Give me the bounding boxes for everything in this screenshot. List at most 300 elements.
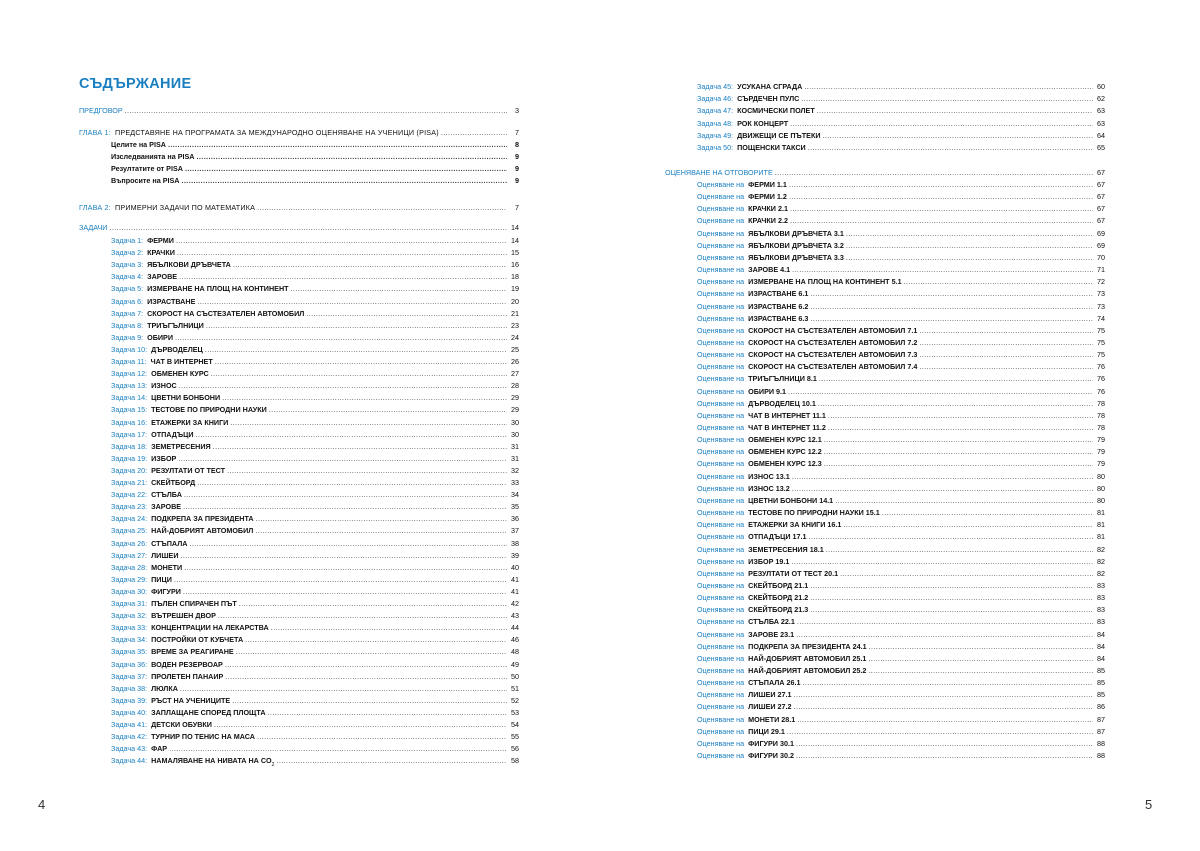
toc-entry[interactable]: Задача 44: НАМАЛЯВАНЕ НА НИВАТА НА CO 2 ..... 58 — [79, 754, 519, 765]
toc-entry[interactable] — [665, 385, 1105, 396]
toc-entry[interactable] — [665, 397, 1105, 408]
toc-entry[interactable] — [665, 470, 1105, 481]
dot-leader — [791, 557, 1093, 566]
toc-entry-text: ЦВЕТНИ БОНБОНИ 14.1 — [748, 495, 834, 505]
dot-leader — [802, 678, 1093, 687]
toc-entry-page: 82 — [1097, 544, 1105, 554]
toc-entry[interactable] — [79, 258, 519, 269]
toc-entry-label: Задача 45: — [697, 82, 734, 91]
toc-entry[interactable] — [79, 549, 519, 560]
dot-leader — [794, 690, 1093, 699]
toc-entry[interactable] — [79, 561, 519, 572]
toc-entry-label: Задача 34: — [111, 635, 148, 645]
dot-leader — [175, 333, 507, 342]
toc-entry-page: 43 — [511, 611, 519, 621]
toc-entry-page: 54 — [511, 720, 519, 729]
toc-entry-page: 88 — [1097, 738, 1105, 748]
toc-entry[interactable] — [79, 452, 519, 463]
toc-entry[interactable] — [79, 645, 519, 656]
dot-leader — [919, 350, 1093, 359]
dot-leader — [817, 106, 1093, 115]
toc-entry[interactable] — [79, 512, 519, 523]
toc-entry-page: 72 — [1097, 277, 1105, 287]
toc-entry-text: Целите на PISA — [111, 140, 166, 149]
toc-entry-page: 41 — [511, 586, 519, 596]
toc-entry-page: 84 — [1097, 653, 1105, 663]
toc-entry-label: Оценяване на — [697, 471, 745, 481]
toc-entry-text: ЗАДАЧИ — [79, 223, 108, 232]
dot-leader — [215, 357, 507, 366]
toc-entry[interactable] — [665, 287, 1105, 298]
toc-entry-text: УСУКАНА СГРАДА — [737, 82, 803, 91]
toc-entry[interactable] — [665, 324, 1105, 335]
toc-entry-text: ЕТАЖЕРКИ ЗА КНИГИ — [151, 417, 229, 427]
toc-entry[interactable] — [665, 275, 1105, 286]
toc-entry-label: Задача 16: — [111, 417, 148, 427]
toc-entry[interactable] — [665, 433, 1105, 444]
toc-entry[interactable] — [79, 331, 519, 342]
toc-entry-text: ЗАРОВЕ 23.1 — [748, 629, 795, 639]
toc-entry[interactable] — [665, 312, 1105, 323]
toc-entry[interactable] — [665, 141, 1105, 152]
toc-entry[interactable] — [79, 104, 519, 115]
toc-entry-text: ОБИРИ — [147, 332, 173, 342]
dot-leader — [206, 321, 507, 330]
toc-entry-page: 67 — [1097, 192, 1105, 202]
toc-entry-page: 67 — [1097, 180, 1105, 189]
toc-entry[interactable] — [665, 251, 1105, 262]
toc-entry-text: ФИГУРИ 30.1 — [748, 738, 794, 748]
dot-leader — [796, 751, 1093, 760]
toc-entry[interactable] — [665, 214, 1105, 225]
toc-entry[interactable] — [665, 421, 1105, 432]
toc-entry[interactable] — [665, 360, 1105, 371]
dot-leader — [218, 611, 507, 620]
toc-entry-label: Задача 3: — [111, 260, 144, 270]
toc-entry[interactable] — [79, 150, 519, 161]
toc-entry[interactable] — [79, 343, 519, 354]
toc-entry-label: Оценяване на — [697, 240, 745, 250]
dot-leader — [185, 164, 507, 173]
toc-entry[interactable] — [79, 718, 519, 729]
toc-entry-text: ФИГУРИ — [151, 586, 181, 596]
toc-entry-page: 81 — [1097, 532, 1105, 542]
toc-entry-text: ЗАПЛАЩАНЕ СПОРЕД ПЛОЩТА — [151, 707, 266, 717]
toc-entry[interactable] — [665, 579, 1105, 590]
toc-entry-text: ОТПАДЪЦИ — [151, 429, 194, 439]
toc-entry-label: Задача 22: — [111, 490, 148, 500]
dot-leader — [189, 539, 507, 548]
toc-entry-page: 58 — [511, 756, 519, 766]
toc-entry-page: 73 — [1097, 289, 1105, 299]
dot-leader — [257, 732, 507, 741]
toc-entry-label: Задача 9: — [111, 332, 144, 342]
toc-entry-text: ВОДЕН РЕЗЕРВОАР — [151, 659, 223, 669]
toc-entry[interactable] — [665, 190, 1105, 201]
toc-entry-text: ОБМЕНЕН КУРС 12.2 — [748, 447, 822, 457]
dot-leader — [182, 176, 508, 185]
toc-entry[interactable] — [665, 567, 1105, 578]
toc-entry-text: СКЕЙТБОРД — [151, 478, 196, 487]
toc-entry-page: 63 — [1097, 106, 1105, 116]
dot-leader — [797, 617, 1093, 626]
toc-entry[interactable] — [79, 694, 519, 705]
toc-entry-text: КРАЧКИ 2.1 — [748, 204, 788, 214]
toc-entry[interactable] — [79, 464, 519, 475]
toc-entry[interactable] — [665, 530, 1105, 541]
toc-entry[interactable] — [79, 440, 519, 451]
toc-entry[interactable] — [665, 80, 1105, 91]
toc-entry-page: 7 — [515, 128, 519, 137]
toc-entry-page: 56 — [511, 744, 519, 754]
toc-entry-label: Задача 1: — [111, 236, 144, 245]
dot-leader — [775, 168, 1093, 177]
toc-entry-text: СЪРДЕЧЕН ПУЛС — [737, 94, 800, 104]
toc-entry[interactable] — [79, 162, 519, 173]
toc-entry-text: СКОРОСТ НА СЪСТЕЗАТЕЛЕН АВТОМОБИЛ 7.1 — [748, 325, 918, 335]
toc-entry[interactable] — [79, 391, 519, 402]
toc-entry-label: Задача 31: — [111, 599, 148, 608]
toc-entry[interactable] — [665, 640, 1105, 651]
toc-entry-page: 87 — [1097, 714, 1105, 724]
toc-entry[interactable] — [79, 295, 519, 306]
toc-entry-page: 84 — [1097, 641, 1105, 651]
toc-entry-text: ПОДКРЕПА ЗА ПРЕЗИДЕНТА — [151, 514, 254, 524]
toc-entry[interactable] — [79, 201, 519, 212]
toc-entry[interactable] — [665, 409, 1105, 420]
toc-entry[interactable] — [79, 682, 519, 693]
toc-entry[interactable] — [79, 597, 519, 608]
toc-entry-label: Оценяване на — [697, 362, 745, 372]
toc-entry-text: СКОРОСТ НА СЪСТЕЗАТЕЛЕН АВТОМОБИЛ 7.3 — [748, 350, 918, 360]
toc-entry-text: ТЕСТОВЕ ПО ПРИРОДНИ НАУКИ — [151, 405, 267, 415]
toc-entry[interactable] — [665, 591, 1105, 602]
toc-entry[interactable] — [79, 270, 519, 281]
toc-entry-page: 75 — [1097, 350, 1105, 360]
toc-entry[interactable] — [79, 234, 519, 245]
toc-entry-label: Оценяване на — [697, 751, 745, 761]
toc-entry-label: Оценяване на — [697, 666, 745, 675]
toc-entry-page: 83 — [1097, 605, 1105, 615]
toc-entry-text: НАЙ-ДОБРИЯТ АВТОМОБИЛ 25.1 — [748, 653, 867, 663]
toc-entry[interactable] — [79, 221, 519, 232]
dot-leader — [846, 241, 1093, 250]
dot-leader — [804, 82, 1093, 91]
toc-entry-page: 7 — [515, 203, 519, 212]
dot-leader — [840, 569, 1093, 578]
toc-entry[interactable] — [665, 676, 1105, 687]
toc-entry-label: Оценяване на — [697, 228, 745, 238]
toc-entry[interactable] — [665, 664, 1105, 675]
toc-entry-page: 83 — [1097, 593, 1105, 603]
dot-leader — [180, 684, 507, 693]
dot-leader — [271, 623, 507, 632]
toc-entry-text: ЛИШЕИ 27.1 — [748, 690, 792, 700]
toc-entry[interactable] — [665, 713, 1105, 724]
toc-entry[interactable] — [79, 730, 519, 741]
toc-entry-label: Задача 18: — [111, 441, 148, 451]
toc-entry-page: 79 — [1097, 459, 1105, 469]
dot-leader — [819, 374, 1093, 383]
toc-entry[interactable] — [665, 615, 1105, 626]
toc-entry-label: Оценяване на — [697, 374, 745, 384]
toc-entry[interactable] — [79, 585, 519, 596]
toc-entry-label: Задача 7: — [111, 308, 144, 318]
toc-entry-text: СКЕЙТБОРД 21.3 — [748, 605, 809, 615]
toc-entry-label: Задача 33: — [111, 623, 148, 633]
toc-entry-page: 14 — [511, 236, 519, 245]
dot-leader — [177, 248, 507, 257]
toc-entry[interactable] — [665, 494, 1105, 505]
toc-entry-page: 32 — [511, 465, 519, 475]
toc-entry[interactable] — [79, 138, 519, 149]
toc-entry-text: ТУРНИР ПО ТЕНИС НА МАСА — [151, 732, 255, 742]
toc-entry-text: СТЪЛБА 22.1 — [748, 617, 795, 627]
toc-entry-page: 78 — [1097, 398, 1105, 408]
toc-entry-label: Оценяване на — [697, 192, 745, 202]
toc-entry-label: Задача 20: — [111, 465, 148, 475]
toc-entry[interactable] — [665, 300, 1105, 311]
toc-entry-label: Задача 36: — [111, 659, 148, 669]
toc-entry-page: 64 — [1097, 130, 1105, 140]
toc-entry-label: Задача 38: — [111, 683, 148, 693]
toc-entry[interactable] — [665, 348, 1105, 359]
toc-entry[interactable] — [665, 700, 1105, 711]
toc-entry-label: Задача 11: — [111, 357, 147, 366]
toc-entry-page: 8 — [515, 140, 519, 149]
toc-entry[interactable] — [665, 518, 1105, 529]
toc-entry[interactable] — [79, 307, 519, 318]
toc-entry[interactable] — [665, 457, 1105, 468]
toc-entry[interactable] — [665, 372, 1105, 383]
toc-entry-text: ЗАРОВЕ — [151, 502, 182, 512]
toc-entry-label: Оценяване на — [697, 653, 745, 663]
toc-entry-text: ТРИЪГЪЛНИЦИ — [147, 320, 204, 330]
toc-entry-page: 80 — [1097, 471, 1105, 481]
toc-entry[interactable] — [665, 737, 1105, 748]
toc-entry[interactable] — [665, 543, 1105, 554]
toc-entry-label: Задача 15: — [111, 405, 148, 415]
dot-leader — [797, 715, 1093, 724]
toc-entry-label: Задача 2: — [111, 248, 144, 258]
toc-entry-text: ОЦЕНЯВАНЕ НА ОТГОВОРИТЕ — [665, 168, 773, 177]
dot-leader — [835, 496, 1093, 505]
toc-entry[interactable] — [79, 126, 519, 137]
toc-entry-page: 48 — [511, 647, 519, 657]
toc-entry-page: 55 — [511, 732, 519, 742]
toc-entry-text: ДЪРВОДЕЛЕЦ 10.1 — [748, 398, 816, 408]
dot-leader — [868, 654, 1093, 663]
toc-entry-text: СКЕЙТБОРД 21.1 — [748, 580, 809, 590]
toc-entry[interactable] — [79, 367, 519, 378]
dot-leader — [788, 387, 1093, 396]
dot-leader — [232, 696, 507, 705]
toc-entry[interactable] — [665, 603, 1105, 614]
toc-entry[interactable] — [79, 476, 519, 487]
toc-entry[interactable] — [79, 537, 519, 548]
toc-entry-page: 39 — [511, 550, 519, 560]
toc-entry-label: Оценяване на — [697, 495, 745, 505]
toc-entry[interactable] — [79, 524, 519, 535]
dot-leader — [213, 442, 507, 451]
toc-entry[interactable] — [665, 652, 1105, 663]
toc-entry-label: Оценяване на — [697, 301, 745, 311]
toc-entry[interactable] — [665, 202, 1105, 213]
toc-entry-page: 49 — [511, 659, 519, 669]
toc-entry[interactable] — [79, 319, 519, 330]
dot-leader — [168, 140, 507, 149]
toc-entry-text: РЕЗУЛТАТИ ОТ ТЕСТ 20.1 — [748, 568, 839, 578]
toc-entry[interactable] — [665, 749, 1105, 760]
toc-entry-label: Задача 23: — [111, 502, 148, 512]
toc-entry[interactable] — [665, 688, 1105, 699]
toc-entry-label: Оценяване на — [697, 289, 745, 299]
toc-entry[interactable] — [79, 488, 519, 499]
dot-leader — [233, 260, 507, 269]
toc-entry-label: Оценяване на — [697, 690, 745, 700]
toc-entry-label: Задача 26: — [111, 538, 148, 548]
toc-entry-page: 60 — [1097, 82, 1105, 91]
toc-entry[interactable] — [665, 239, 1105, 250]
toc-entry-page: 78 — [1097, 410, 1105, 420]
toc-entry-page: 78 — [1097, 423, 1105, 432]
toc-entry[interactable] — [79, 428, 519, 439]
dot-leader — [843, 520, 1093, 529]
toc-entry[interactable] — [665, 92, 1105, 103]
dot-leader — [276, 756, 507, 765]
toc-entry-label: Оценяване на — [697, 532, 745, 542]
toc-entry[interactable] — [665, 104, 1105, 115]
toc-entry-label: Задача 50: — [697, 143, 734, 152]
toc-entry[interactable] — [79, 633, 519, 644]
dot-leader — [109, 223, 507, 232]
toc-entry[interactable] — [79, 379, 519, 390]
toc-entry[interactable] — [79, 573, 519, 584]
toc-entry-label: Задача 47: — [697, 106, 734, 116]
toc-entry-text: Въпросите на PISA — [111, 176, 180, 185]
dot-leader — [846, 229, 1093, 238]
toc-entry-text: ДВИЖЕЩИ СЕ ПЪТЕКИ — [737, 130, 821, 140]
toc-entry-page: 85 — [1097, 666, 1105, 675]
toc-entry[interactable] — [79, 355, 519, 366]
dot-leader — [222, 393, 507, 402]
dot-leader — [441, 128, 507, 137]
toc-entry[interactable] — [79, 416, 519, 427]
toc-entry-page: 37 — [511, 526, 519, 536]
toc-entry[interactable] — [665, 129, 1105, 140]
toc-entry[interactable] — [665, 506, 1105, 517]
toc-entry-text: ЧАТ В ИНТЕРНЕТ 11.2 — [748, 423, 826, 432]
toc-entry[interactable] — [79, 174, 519, 185]
dot-leader — [904, 277, 1093, 286]
toc-entry[interactable] — [79, 706, 519, 717]
dot-leader — [826, 545, 1093, 554]
dot-leader — [197, 478, 507, 487]
toc-entry-label: Задача 48: — [697, 118, 734, 128]
dot-leader — [176, 236, 507, 245]
dot-leader — [824, 459, 1093, 468]
toc-entry-text: ОБМЕНЕН КУРС 12.1 — [748, 435, 822, 445]
toc-entry-label: Оценяване на — [697, 556, 745, 566]
toc-entry-text: ПИЦИ — [151, 574, 172, 584]
toc-entry[interactable] — [665, 227, 1105, 238]
toc-entry-page: 80 — [1097, 483, 1105, 493]
toc-entry-text: ПРЕДСТАВЯНЕ НА ПРОГРАМАТА ЗА МЕЖДУНАРОДНО ОЦЕНЯВАНЕ НА УЧЕНИЦИ (PISA) — [114, 128, 439, 137]
toc-entry[interactable] — [79, 609, 519, 620]
toc-entry-text: ПОСТРОЙКИ ОТ КУБЧЕТА — [151, 635, 244, 645]
toc-entry-label: Оценяване на — [697, 629, 745, 639]
toc-entry-text: ФЕРМИ 1.2 — [748, 192, 787, 202]
toc-entry-label: Оценяване на — [697, 204, 745, 214]
toc-entry[interactable] — [79, 670, 519, 681]
toc-entry-page: 65 — [1097, 143, 1105, 152]
toc-entry-text: ЧАТ В ИНТЕРНЕТ 11.1 — [748, 410, 826, 420]
dot-leader — [792, 472, 1093, 481]
toc-entry[interactable] — [79, 621, 519, 632]
toc-entry-page: 34 — [511, 490, 519, 500]
toc-entry[interactable] — [79, 658, 519, 669]
toc-entry-label: Оценяване на — [697, 508, 745, 518]
toc-entry[interactable] — [665, 445, 1105, 456]
toc-entry[interactable] — [665, 555, 1105, 566]
toc-entry-page: 67 — [1097, 216, 1105, 226]
dot-leader — [269, 405, 507, 414]
dot-leader — [197, 152, 508, 161]
toc-entry-page: 15 — [511, 248, 519, 258]
toc-entry[interactable] — [79, 500, 519, 511]
toc-entry-label: Задача 42: — [111, 732, 148, 742]
toc-entry-label: Задача 25: — [111, 526, 148, 536]
toc-entry-text: Резултатите от PISA — [111, 164, 183, 173]
toc-entry-label: Задача 37: — [111, 671, 148, 681]
dot-leader — [828, 411, 1093, 420]
toc-entry-page: 26 — [511, 357, 519, 366]
toc-entry-text: ПРИМЕРНИ ЗАДАЧИ ПО МАТЕМАТИКА — [114, 203, 256, 212]
dot-leader — [239, 599, 507, 608]
toc-entry[interactable] — [665, 263, 1105, 274]
dot-leader — [225, 660, 507, 669]
toc-entry[interactable] — [665, 482, 1105, 493]
toc-entry[interactable] — [79, 403, 519, 414]
toc-entry-label: Задача 41: — [111, 720, 148, 729]
toc-entry-page: 52 — [511, 695, 519, 705]
toc-entry-text: ИЗМЕРВАНЕ НА ПЛОЩ НА КОНТИНЕНТ — [147, 284, 289, 294]
dot-leader — [919, 338, 1093, 347]
toc-entry[interactable] — [79, 282, 519, 293]
dot-leader — [824, 435, 1093, 444]
toc-entry[interactable] — [665, 166, 1105, 177]
dot-leader — [792, 265, 1093, 274]
toc-entry-page: 41 — [511, 574, 519, 584]
dot-leader — [818, 399, 1093, 408]
toc-entry-label: Оценяване на — [697, 252, 745, 262]
dot-leader — [230, 418, 507, 427]
toc-entry-label: Задача 32: — [111, 611, 148, 621]
toc-entry[interactable] — [79, 742, 519, 753]
toc-entry-text: НАЙ-ДОБРИЯТ АВТОМОБИЛ — [151, 526, 254, 536]
toc-entry[interactable] — [665, 336, 1105, 347]
toc-entry-text: ИЗРАСТВАНЕ — [147, 296, 196, 306]
toc-entry[interactable] — [79, 246, 519, 257]
toc-entry[interactable] — [665, 178, 1105, 189]
toc-entry-text: ЯБЪЛКОВИ ДРЪВЧЕТА 3.1 — [748, 228, 844, 238]
toc-entry-page: 28 — [511, 381, 519, 391]
toc-entry[interactable] — [665, 117, 1105, 128]
toc-entry-text: ЗЕМЕТРЕСЕНИЯ — [151, 441, 211, 451]
toc-entry-text: ИЗНОС 13.2 — [748, 483, 790, 493]
toc-entry[interactable] — [665, 628, 1105, 639]
toc-entry[interactable] — [665, 725, 1105, 736]
